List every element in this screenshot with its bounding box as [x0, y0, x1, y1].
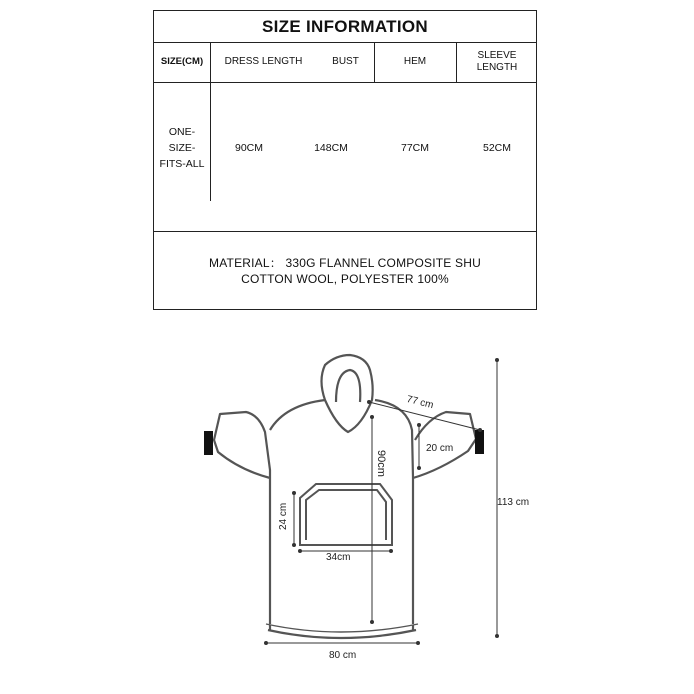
header-hem: HEM: [403, 56, 427, 67]
label-dress-length: 90cm: [375, 450, 387, 477]
divider: [456, 42, 457, 82]
material-info: [154, 232, 536, 310]
table-value-row: [154, 83, 536, 232]
front-pocket: [300, 484, 392, 545]
header-dress-length: DRESS LENGTH: [224, 56, 303, 67]
value-bust: 148CM: [314, 142, 348, 154]
label-hem-width: 77 cm: [405, 393, 435, 412]
size-one-size-fits-all: ONE-SIZE-FITS-ALL: [159, 126, 205, 170]
value-hem: 77CM: [400, 142, 429, 154]
divider: [374, 42, 375, 82]
table-title: SIZE INFORMATION: [154, 11, 536, 43]
label-pocket-height: 24 cm: [278, 502, 289, 530]
material-line-1: MATERIAL： 330G FLANNEL COMPOSITE SHU: [209, 256, 481, 270]
hoodie-size-diagram: [0, 330, 694, 694]
hoodie-outline: [214, 355, 476, 638]
size-information-table: [153, 10, 537, 310]
label-bottom-width: 80 cm: [329, 650, 357, 661]
header-size: SIZE(CM): [160, 56, 204, 67]
label-sleeve-cuff: 20 cm: [426, 443, 454, 454]
value-sleeve-length: 52CM: [482, 142, 511, 154]
value-dress-length: 90CM: [234, 142, 263, 154]
sleeve-cuff-right: [475, 430, 484, 454]
header-sleeve-length: SLEEVE LENGTH: [476, 50, 518, 73]
header-bust: BUST: [332, 56, 359, 67]
divider: [210, 42, 211, 82]
label-pocket-width: 34cm: [326, 552, 351, 563]
material-line-2: COTTON WOOL, POLYESTER 100%: [241, 272, 449, 286]
label-total-length: 113 cm: [497, 497, 530, 508]
sleeve-cuff-left: [204, 431, 213, 455]
table-header-row: [154, 42, 536, 83]
